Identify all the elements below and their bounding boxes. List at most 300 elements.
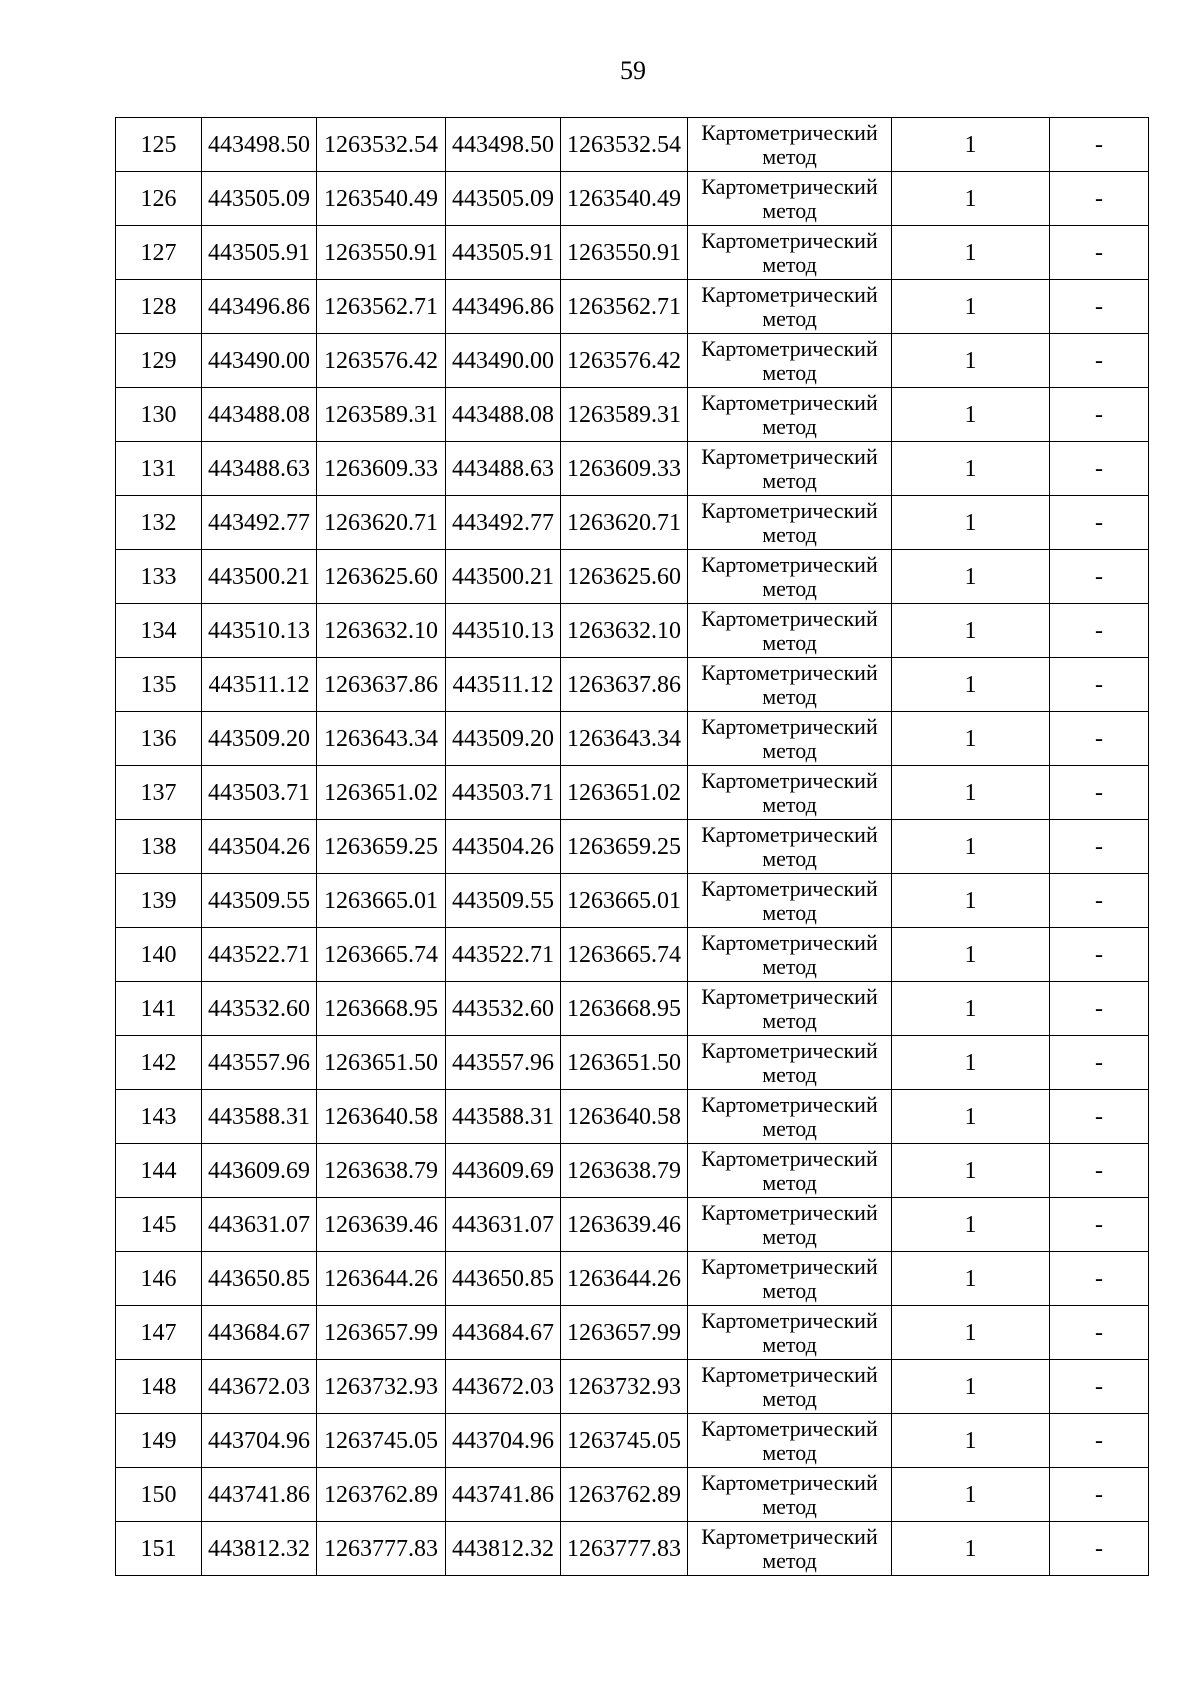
table-row: [116, 712, 1149, 766]
point-number-cell: 128: [116, 280, 202, 334]
existing-x-cell: 443496.86: [202, 280, 317, 334]
method-cell: [688, 226, 892, 280]
existing-x-cell: 443631.07: [202, 1198, 317, 1252]
accuracy-cell: 1: [892, 226, 1050, 280]
method-cell: [688, 1522, 892, 1576]
method-line-2: метод: [762, 683, 817, 709]
new-x-cell: 443650.85: [446, 1252, 561, 1306]
new-y-cell: 1263639.46: [561, 1198, 688, 1252]
new-y-cell: 1263620.71: [561, 496, 688, 550]
table-row: [116, 874, 1149, 928]
note-cell: -: [1050, 1252, 1149, 1306]
table-row: [116, 658, 1149, 712]
point-number-cell: 129: [116, 334, 202, 388]
existing-x-cell: 443557.96: [202, 1036, 317, 1090]
existing-y-cell: 1263562.71: [317, 280, 446, 334]
method-cell: [688, 442, 892, 496]
accuracy-cell: 1: [892, 280, 1050, 334]
method-line-2: метод: [762, 791, 817, 817]
existing-x-cell: 443500.21: [202, 550, 317, 604]
note-cell: -: [1050, 172, 1149, 226]
note-cell: -: [1050, 550, 1149, 604]
method-cell: [688, 496, 892, 550]
accuracy-cell: 1: [892, 1414, 1050, 1468]
table-row: [116, 1468, 1149, 1522]
coordinates-table-body: [116, 118, 1149, 1576]
point-number-cell: 144: [116, 1144, 202, 1198]
note-cell: -: [1050, 334, 1149, 388]
note-cell: -: [1050, 712, 1149, 766]
method-line-1: Картометрический: [701, 659, 878, 685]
method-line-1: Картометрический: [701, 1415, 878, 1441]
new-y-cell: 1263625.60: [561, 550, 688, 604]
method-cell: [688, 1198, 892, 1252]
method-line-1: Картометрический: [701, 1199, 878, 1225]
new-y-cell: 1263638.79: [561, 1144, 688, 1198]
method-cell: [688, 1036, 892, 1090]
new-x-cell: 443812.32: [446, 1522, 561, 1576]
existing-x-cell: 443650.85: [202, 1252, 317, 1306]
method-line-1: Картометрический: [701, 1307, 878, 1333]
existing-x-cell: 443498.50: [202, 118, 317, 172]
method-cell: [688, 712, 892, 766]
method-line-1: Картометрический: [701, 767, 878, 793]
method-cell: [688, 658, 892, 712]
accuracy-cell: 1: [892, 982, 1050, 1036]
accuracy-cell: 1: [892, 172, 1050, 226]
method-line-2: метод: [762, 899, 817, 925]
new-x-cell: 443588.31: [446, 1090, 561, 1144]
existing-y-cell: 1263640.58: [317, 1090, 446, 1144]
new-x-cell: 443532.60: [446, 982, 561, 1036]
method-cell: [688, 1414, 892, 1468]
point-number-cell: 127: [116, 226, 202, 280]
existing-x-cell: 443504.26: [202, 820, 317, 874]
existing-y-cell: 1263532.54: [317, 118, 446, 172]
existing-x-cell: 443522.71: [202, 928, 317, 982]
table-row: [116, 1360, 1149, 1414]
accuracy-cell: 1: [892, 1306, 1050, 1360]
point-number-cell: 151: [116, 1522, 202, 1576]
method-line-1: Картометрический: [701, 551, 878, 577]
new-x-cell: 443490.00: [446, 334, 561, 388]
point-number-cell: 135: [116, 658, 202, 712]
existing-y-cell: 1263657.99: [317, 1306, 446, 1360]
method-cell: [688, 550, 892, 604]
table-row: [116, 1414, 1149, 1468]
new-x-cell: 443509.20: [446, 712, 561, 766]
point-number-cell: 150: [116, 1468, 202, 1522]
existing-y-cell: 1263745.05: [317, 1414, 446, 1468]
new-x-cell: 443496.86: [446, 280, 561, 334]
new-y-cell: 1263665.01: [561, 874, 688, 928]
table-row: [116, 1144, 1149, 1198]
method-line-2: метод: [762, 1277, 817, 1303]
accuracy-cell: 1: [892, 496, 1050, 550]
method-line-2: метод: [762, 1331, 817, 1357]
note-cell: -: [1050, 658, 1149, 712]
method-line-1: Картометрический: [701, 1145, 878, 1171]
existing-x-cell: 443588.31: [202, 1090, 317, 1144]
existing-x-cell: 443509.55: [202, 874, 317, 928]
method-line-2: метод: [762, 1439, 817, 1465]
new-y-cell: 1263668.95: [561, 982, 688, 1036]
method-cell: [688, 820, 892, 874]
method-cell: [688, 118, 892, 172]
point-number-cell: 134: [116, 604, 202, 658]
accuracy-cell: 1: [892, 1036, 1050, 1090]
method-line-2: метод: [762, 1493, 817, 1519]
method-cell: [688, 1144, 892, 1198]
existing-y-cell: 1263620.71: [317, 496, 446, 550]
new-x-cell: 443505.91: [446, 226, 561, 280]
existing-x-cell: 443532.60: [202, 982, 317, 1036]
method-line-1: Картометрический: [701, 497, 878, 523]
accuracy-cell: 1: [892, 1252, 1050, 1306]
new-y-cell: 1263762.89: [561, 1468, 688, 1522]
new-x-cell: 443498.50: [446, 118, 561, 172]
note-cell: -: [1050, 388, 1149, 442]
existing-x-cell: 443684.67: [202, 1306, 317, 1360]
note-cell: -: [1050, 928, 1149, 982]
method-cell: [688, 280, 892, 334]
method-cell: [688, 1252, 892, 1306]
method-line-2: метод: [762, 1223, 817, 1249]
table-row: [116, 334, 1149, 388]
note-cell: -: [1050, 1306, 1149, 1360]
accuracy-cell: 1: [892, 118, 1050, 172]
new-x-cell: 443684.67: [446, 1306, 561, 1360]
method-line-2: метод: [762, 305, 817, 331]
method-line-1: Картометрический: [701, 443, 878, 469]
new-x-cell: 443510.13: [446, 604, 561, 658]
new-y-cell: 1263777.83: [561, 1522, 688, 1576]
existing-x-cell: 443488.63: [202, 442, 317, 496]
method-line-1: Картометрический: [701, 119, 878, 145]
table-row: [116, 226, 1149, 280]
method-line-2: метод: [762, 737, 817, 763]
accuracy-cell: 1: [892, 334, 1050, 388]
new-x-cell: 443557.96: [446, 1036, 561, 1090]
existing-y-cell: 1263659.25: [317, 820, 446, 874]
method-line-1: Картометрический: [701, 929, 878, 955]
existing-y-cell: 1263625.60: [317, 550, 446, 604]
note-cell: -: [1050, 118, 1149, 172]
method-line-1: Картометрический: [701, 1253, 878, 1279]
accuracy-cell: 1: [892, 820, 1050, 874]
method-line-2: метод: [762, 197, 817, 223]
table-row: [116, 280, 1149, 334]
new-y-cell: 1263562.71: [561, 280, 688, 334]
table-row: [116, 1090, 1149, 1144]
method-line-2: метод: [762, 1061, 817, 1087]
method-line-1: Картометрический: [701, 713, 878, 739]
point-number-cell: 132: [116, 496, 202, 550]
note-cell: -: [1050, 982, 1149, 1036]
point-number-cell: 141: [116, 982, 202, 1036]
method-cell: [688, 766, 892, 820]
point-number-cell: 148: [116, 1360, 202, 1414]
method-line-1: Картометрический: [701, 875, 878, 901]
new-x-cell: 443488.08: [446, 388, 561, 442]
method-line-1: Картометрический: [701, 389, 878, 415]
existing-y-cell: 1263668.95: [317, 982, 446, 1036]
method-line-1: Картометрический: [701, 1523, 878, 1549]
existing-y-cell: 1263540.49: [317, 172, 446, 226]
new-y-cell: 1263532.54: [561, 118, 688, 172]
table-row: [116, 928, 1149, 982]
new-y-cell: 1263589.31: [561, 388, 688, 442]
accuracy-cell: 1: [892, 928, 1050, 982]
new-y-cell: 1263637.86: [561, 658, 688, 712]
new-x-cell: 443505.09: [446, 172, 561, 226]
existing-y-cell: 1263576.42: [317, 334, 446, 388]
accuracy-cell: 1: [892, 874, 1050, 928]
existing-y-cell: 1263651.50: [317, 1036, 446, 1090]
method-line-1: Картометрический: [701, 821, 878, 847]
new-y-cell: 1263651.50: [561, 1036, 688, 1090]
existing-x-cell: 443741.86: [202, 1468, 317, 1522]
accuracy-cell: 1: [892, 550, 1050, 604]
method-line-1: Картометрический: [701, 227, 878, 253]
method-line-2: метод: [762, 143, 817, 169]
table-row: [116, 118, 1149, 172]
point-number-cell: 146: [116, 1252, 202, 1306]
point-number-cell: 149: [116, 1414, 202, 1468]
accuracy-cell: 1: [892, 1468, 1050, 1522]
new-x-cell: 443522.71: [446, 928, 561, 982]
new-y-cell: 1263609.33: [561, 442, 688, 496]
page-number: 59: [620, 56, 646, 85]
new-y-cell: 1263576.42: [561, 334, 688, 388]
note-cell: -: [1050, 604, 1149, 658]
existing-y-cell: 1263777.83: [317, 1522, 446, 1576]
method-line-1: Картометрический: [701, 1361, 878, 1387]
new-y-cell: 1263550.91: [561, 226, 688, 280]
existing-y-cell: 1263632.10: [317, 604, 446, 658]
existing-x-cell: 443488.08: [202, 388, 317, 442]
method-line-2: метод: [762, 1385, 817, 1411]
point-number-cell: 145: [116, 1198, 202, 1252]
note-cell: -: [1050, 874, 1149, 928]
method-cell: [688, 1360, 892, 1414]
method-line-1: Картометрический: [701, 281, 878, 307]
method-line-1: Картометрический: [701, 983, 878, 1009]
method-line-2: метод: [762, 413, 817, 439]
table-row: [116, 550, 1149, 604]
method-cell: [688, 874, 892, 928]
table-row: [116, 1522, 1149, 1576]
accuracy-cell: 1: [892, 712, 1050, 766]
new-x-cell: 443609.69: [446, 1144, 561, 1198]
accuracy-cell: 1: [892, 658, 1050, 712]
point-number-cell: 130: [116, 388, 202, 442]
method-line-2: метод: [762, 467, 817, 493]
existing-y-cell: 1263639.46: [317, 1198, 446, 1252]
new-x-cell: 443488.63: [446, 442, 561, 496]
point-number-cell: 147: [116, 1306, 202, 1360]
point-number-cell: 142: [116, 1036, 202, 1090]
point-number-cell: 143: [116, 1090, 202, 1144]
new-y-cell: 1263643.34: [561, 712, 688, 766]
existing-x-cell: 443505.91: [202, 226, 317, 280]
new-y-cell: 1263632.10: [561, 604, 688, 658]
new-x-cell: 443504.26: [446, 820, 561, 874]
table-row: [116, 982, 1149, 1036]
table-row: [116, 172, 1149, 226]
table-row: [116, 766, 1149, 820]
existing-x-cell: 443503.71: [202, 766, 317, 820]
method-line-2: метод: [762, 1547, 817, 1573]
note-cell: -: [1050, 1090, 1149, 1144]
existing-y-cell: 1263665.74: [317, 928, 446, 982]
method-line-2: метод: [762, 1007, 817, 1033]
existing-y-cell: 1263762.89: [317, 1468, 446, 1522]
method-cell: [688, 172, 892, 226]
point-number-cell: 131: [116, 442, 202, 496]
note-cell: -: [1050, 766, 1149, 820]
existing-y-cell: 1263732.93: [317, 1360, 446, 1414]
note-cell: -: [1050, 1414, 1149, 1468]
note-cell: -: [1050, 1360, 1149, 1414]
table-row: [116, 388, 1149, 442]
table-row: [116, 604, 1149, 658]
note-cell: -: [1050, 1036, 1149, 1090]
new-y-cell: 1263657.99: [561, 1306, 688, 1360]
accuracy-cell: 1: [892, 388, 1050, 442]
new-x-cell: 443672.03: [446, 1360, 561, 1414]
table-row: [116, 1306, 1149, 1360]
method-line-2: метод: [762, 251, 817, 277]
note-cell: -: [1050, 1522, 1149, 1576]
existing-x-cell: 443509.20: [202, 712, 317, 766]
existing-y-cell: 1263550.91: [317, 226, 446, 280]
new-x-cell: 443704.96: [446, 1414, 561, 1468]
table-row: [116, 820, 1149, 874]
table-row: [116, 1198, 1149, 1252]
method-line-1: Картометрический: [701, 173, 878, 199]
accuracy-cell: 1: [892, 1360, 1050, 1414]
existing-y-cell: 1263637.86: [317, 658, 446, 712]
accuracy-cell: 1: [892, 1522, 1050, 1576]
method-cell: [688, 982, 892, 1036]
method-line-1: Картометрический: [701, 1469, 878, 1495]
accuracy-cell: 1: [892, 766, 1050, 820]
note-cell: -: [1050, 280, 1149, 334]
new-x-cell: 443503.71: [446, 766, 561, 820]
method-line-2: метод: [762, 629, 817, 655]
new-x-cell: 443511.12: [446, 658, 561, 712]
table-row: [116, 496, 1149, 550]
existing-y-cell: 1263589.31: [317, 388, 446, 442]
existing-y-cell: 1263665.01: [317, 874, 446, 928]
existing-y-cell: 1263651.02: [317, 766, 446, 820]
table-row: [116, 442, 1149, 496]
accuracy-cell: 1: [892, 1090, 1050, 1144]
existing-y-cell: 1263638.79: [317, 1144, 446, 1198]
point-number-cell: 133: [116, 550, 202, 604]
method-cell: [688, 334, 892, 388]
note-cell: -: [1050, 1198, 1149, 1252]
method-line-2: метод: [762, 845, 817, 871]
method-cell: [688, 388, 892, 442]
accuracy-cell: 1: [892, 442, 1050, 496]
new-y-cell: 1263659.25: [561, 820, 688, 874]
new-y-cell: 1263732.93: [561, 1360, 688, 1414]
method-cell: [688, 1468, 892, 1522]
existing-y-cell: 1263644.26: [317, 1252, 446, 1306]
point-number-cell: 136: [116, 712, 202, 766]
point-number-cell: 138: [116, 820, 202, 874]
method-cell: [688, 928, 892, 982]
new-y-cell: 1263540.49: [561, 172, 688, 226]
note-cell: -: [1050, 226, 1149, 280]
existing-x-cell: 443510.13: [202, 604, 317, 658]
existing-y-cell: 1263609.33: [317, 442, 446, 496]
note-cell: -: [1050, 1144, 1149, 1198]
method-line-2: метод: [762, 575, 817, 601]
existing-x-cell: 443672.03: [202, 1360, 317, 1414]
new-y-cell: 1263640.58: [561, 1090, 688, 1144]
accuracy-cell: 1: [892, 1144, 1050, 1198]
table-row: [116, 1252, 1149, 1306]
new-x-cell: 443741.86: [446, 1468, 561, 1522]
method-line-2: метод: [762, 953, 817, 979]
accuracy-cell: 1: [892, 604, 1050, 658]
method-line-2: метод: [762, 1115, 817, 1141]
method-cell: [688, 1306, 892, 1360]
new-y-cell: 1263644.26: [561, 1252, 688, 1306]
new-x-cell: 443509.55: [446, 874, 561, 928]
existing-x-cell: 443505.09: [202, 172, 317, 226]
coordinates-table: [115, 117, 1149, 1576]
new-y-cell: 1263651.02: [561, 766, 688, 820]
method-cell: [688, 1090, 892, 1144]
existing-x-cell: 443609.69: [202, 1144, 317, 1198]
existing-x-cell: 443511.12: [202, 658, 317, 712]
existing-x-cell: 443704.96: [202, 1414, 317, 1468]
point-number-cell: 137: [116, 766, 202, 820]
method-line-1: Картометрический: [701, 1091, 878, 1117]
method-line-2: метод: [762, 359, 817, 385]
method-line-1: Картометрический: [701, 1037, 878, 1063]
note-cell: -: [1050, 442, 1149, 496]
method-cell: [688, 604, 892, 658]
new-x-cell: 443492.77: [446, 496, 561, 550]
point-number-cell: 139: [116, 874, 202, 928]
new-x-cell: 443631.07: [446, 1198, 561, 1252]
table-row: [116, 1036, 1149, 1090]
new-y-cell: 1263665.74: [561, 928, 688, 982]
existing-x-cell: 443492.77: [202, 496, 317, 550]
existing-x-cell: 443812.32: [202, 1522, 317, 1576]
note-cell: -: [1050, 496, 1149, 550]
new-y-cell: 1263745.05: [561, 1414, 688, 1468]
method-line-2: метод: [762, 521, 817, 547]
accuracy-cell: 1: [892, 1198, 1050, 1252]
note-cell: -: [1050, 820, 1149, 874]
method-line-1: Картометрический: [701, 335, 878, 361]
point-number-cell: 125: [116, 118, 202, 172]
new-x-cell: 443500.21: [446, 550, 561, 604]
existing-y-cell: 1263643.34: [317, 712, 446, 766]
method-line-2: метод: [762, 1169, 817, 1195]
note-cell: -: [1050, 1468, 1149, 1522]
existing-x-cell: 443490.00: [202, 334, 317, 388]
point-number-cell: 126: [116, 172, 202, 226]
point-number-cell: 140: [116, 928, 202, 982]
method-line-1: Картометрический: [701, 605, 878, 631]
